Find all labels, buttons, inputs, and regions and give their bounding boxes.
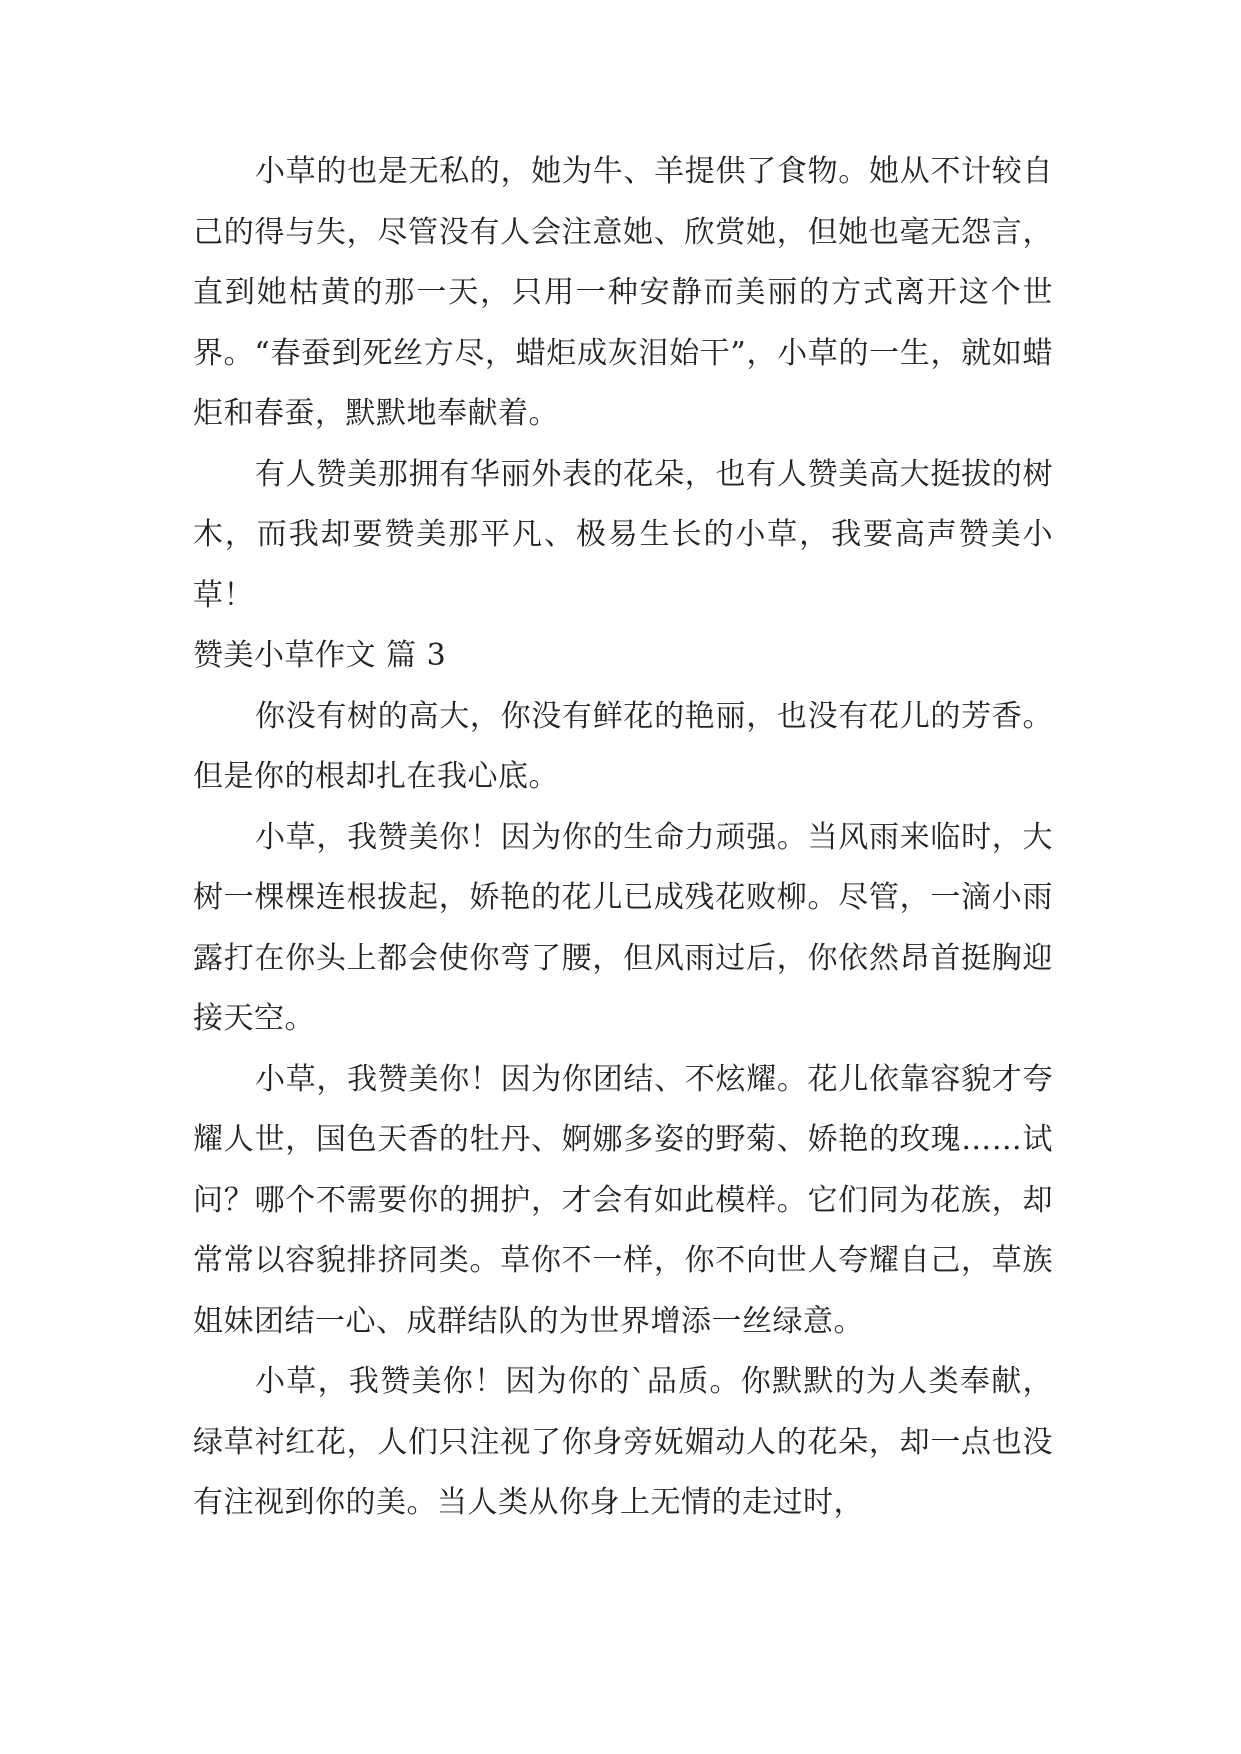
paragraph-intro: 你没有树的高大，你没有鲜花的艳丽，也没有花儿的芳香。但是你的根却扎在我心底。 <box>193 698 1053 794</box>
paragraph-unity: 小草，我赞美你！因为你团结、不炫耀。花儿依靠容貌才夸耀人世，国色天香的牡丹、婀娜多姿的野菊、娇艳的玫瑰……试问？哪个不需要你的拥护，才会有如此模样。它们同为花族，却常常以容貌排挤同类。草你不一样，你不向世人夸耀自己，草族姐妹团结一心、成群结队的为世界增添一丝绿意。 <box>193 1061 1053 1339</box>
document-body <box>193 142 1053 1534</box>
paragraph-selfless-grass: 小草的也是无私的，她为牛、羊提供了食物。她从不计较自己的得与失，尽管没有人会注意她、欣赏她，但她也毫无怨言，直到她枯黄的那一天，只用一种安静而美丽的方式离开这个世界。“春蚕到死丝方尽，蜡炬成灰泪始干”，小草的一生，就如蜡炬和春蚕，默默地奉献着。 <box>193 154 1053 431</box>
essay-heading: 赞美小草作文 篇 3 <box>193 638 447 673</box>
paragraph-vitality: 小草，我赞美你！因为你的生命力顽强。当风雨来临时，大树一棵棵连根拔起，娇艳的花儿已成残花败柳。尽管，一滴小雨露打在你头上都会使你弯了腰，但风雨过后，你依然昂首挺胸迎接天空。 <box>193 819 1053 1036</box>
paragraph-praise-grass: 有人赞美那拥有华丽外表的花朵，也有人赞美高大挺拔的树木，而我却要赞美那平凡、极易生长的小草，我要高声赞美小草！ <box>193 456 1053 613</box>
paragraph-quality: 小草，我赞美你！因为你的`品质。你默默的为人类奉献，绿草衬红花，人们只注视了你身旁妩媚动人的花朵，却一点也没有注视到你的美。当人类从你身上无情的走过时， <box>193 1364 1053 1520</box>
